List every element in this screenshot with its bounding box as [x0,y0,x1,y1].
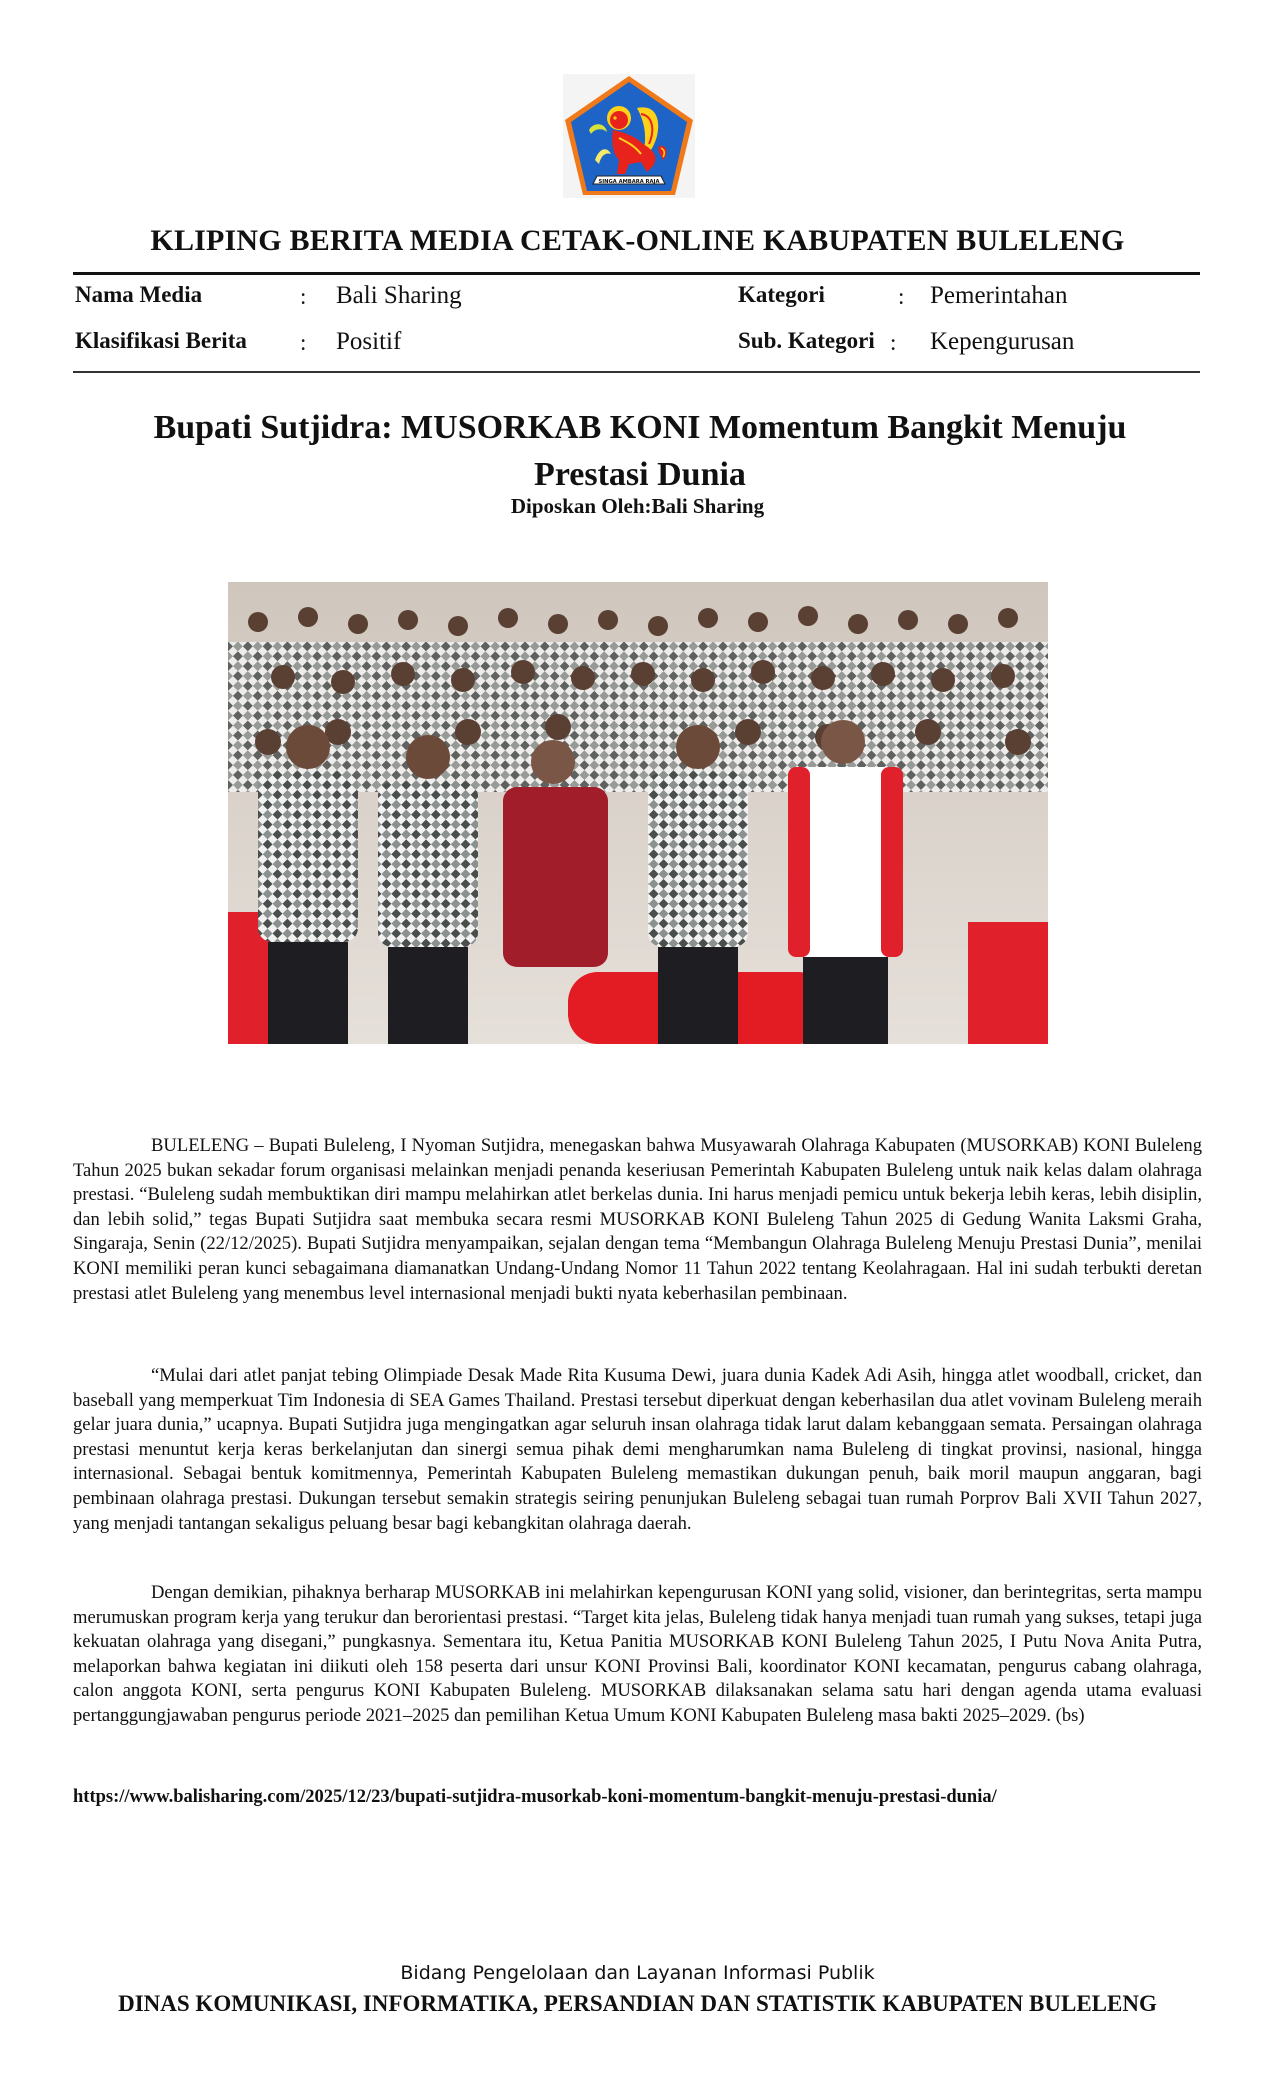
meta-separator: : [890,330,897,355]
footer-agency-name: DINAS KOMUNIKASI, INFORMATIKA, PERSANDIAN DAN STATISTIK KABUPATEN BULELENG [118,1991,1157,2016]
article-byline: Diposkan Oleh:Bali Sharing [510,494,765,518]
article-photo [228,582,1048,1044]
meta-label-nama-media: Nama Media [75,282,203,307]
meta-value-sub-kategori: Kepengurusan [930,328,1075,355]
footer-unit-name: Bidang Pengelolaan dan Layanan Informasi Publik [400,1962,875,1984]
logo-motto: SINGA AMBARA RAJA [598,179,660,185]
meta-value-nama-media: Bali Sharing [336,282,462,309]
header-divider-top [73,272,1200,275]
group-photo-illustration [228,582,1048,1044]
source-url-link[interactable]: https://www.balisharing.com/2025/12/23/bupati-sutjidra-musorkab-koni-momentum-bangkit-menuju-prestasi-dunia/ [73,1787,997,1807]
meta-label-sub-kategori: Sub. Kategori [738,328,875,353]
header-divider-bottom [73,371,1200,373]
kabupaten-buleleng-crest-icon [563,74,695,198]
meta-value-klasifikasi-berita: Positif [336,328,402,355]
document-title: KLIPING BERITA MEDIA CETAK-ONLINE KABUPATEN BULELENG [150,224,1125,257]
article-headline: Bupati Sutjidra: MUSORKAB KONI Momentum Bangkit Menuju Prestasi Dunia [153,409,1127,493]
article-paragraph: BULELENG – Bupati Buleleng, I Nyoman Sutjidra, menegaskan bahwa Musyawarah Olahraga Kabupaten (MUSORKAB) KONI Buleleng Tahun 2025 bukan sekadar forum organisasi melainkan menjadi penanda keseriusan Pemerintah Kabupaten Buleleng untuk naik kelas dalam olahraga prestasi. “Buleleng sudah membuktikan diri mampu melahirkan atlet berkelas dunia. Ini harus menjadi pemicu untuk bekerja lebih keras, lebih disiplin, dan lebih solid,” tegas Bupati Sutjidra saat membuka secara resmi MUSORKAB KONI Buleleng Tahun 2025 di Gedung Wanita Laksmi Graha, Singaraja, Senin (22/12/2025). Bupati Sutjidra menyampaikan, sejalan dengan tema “Membangun Olahraga Buleleng Menuju Prestasi Dunia”, menilai KONI memiliki peran kunci sebagaimana diamanatkan Undang-Undang Nomor 11 Tahun 2022 tentang Keolahragaan. Hal ini sudah terbukti deretan prestasi atlet Buleleng yang menembus level internasional menjadi bukti nyata keberhasilan pembinaan. [73,1135,1202,1304]
meta-separator: : [300,284,307,309]
article-paragraph: “Mulai dari atlet panjat tebing Olimpiade Desak Made Rita Kusuma Dewi, juara dunia Kadek Adi Asih, hingga atlet woodball, cricket, dan baseball yang memperkuat Tim Indonesia di SEA Games Thailand. Prestasi tersebut diperkuat dengan keberhasilan dua atlet vovinam Buleleng meraih gelar juara dunia,” ucapnya. Bupati Sutjidra juga mengingatkan agar seluruh insan olahraga tidak larut dalam kebanggaan semata. Persaingan olahraga prestasi menuntut kerja keras berkelanjutan dan sinergi semua pihak demi mengharumkan nama Buleleng di tingkat provinsi, nasional, hingga internasional. Sebagai bentuk komitmennya, Pemerintah Kabupaten Buleleng memastikan dukungan penuh, baik moril maupun anggaran, bagi pembinaan olahraga prestasi. Dukungan tersebut semakin strategis seiring penunjukan Buleleng sebagai tuan rumah Porprov Bali XVII Tahun 2027, yang menjadi tantangan sekaligus peluang besar bagi kebangkitan olahraga daerah. [73,1365,1202,1534]
article-paragraph: Dengan demikian, pihaknya berharap MUSORKAB ini melahirkan kepengurusan KONI yang solid, visioner, dan berintegritas, serta mampu merumuskan program kerja yang terukur dan berorientasi prestasi. “Target kita jelas, Buleleng tidak hanya menjadi tuan rumah yang sukses, tetapi juga kekuatan olahraga yang disegani,” pungkasnya. Sementara itu, Ketua Panitia MUSORKAB KONI Buleleng Tahun 2025, I Putu Nova Anita Putra, melaporkan bahwa kegiatan ini diikuti oleh 158 peserta dari unsur KONI Provinsi Bali, koordinator KONI kecamatan, pengurus cabang olahraga, calon anggota KONI, serta pengurus KONI Kabupaten Buleleng. MUSORKAB dilaksanakan selama satu hari dengan agenda utama evaluasi pertanggungjawaban pengurus periode 2021–2025 dan pemilihan Ketua Umum KONI Kabupaten Buleleng masa bakti 2025–2029. (bs) [73,1582,1202,1726]
meta-label-klasifikasi-berita: Klasifikasi Berita [75,328,247,353]
meta-label-kategori: Kategori [738,282,825,307]
meta-separator: : [898,284,905,309]
meta-value-kategori: Pemerintahan [930,282,1068,309]
meta-separator: : [300,330,307,355]
